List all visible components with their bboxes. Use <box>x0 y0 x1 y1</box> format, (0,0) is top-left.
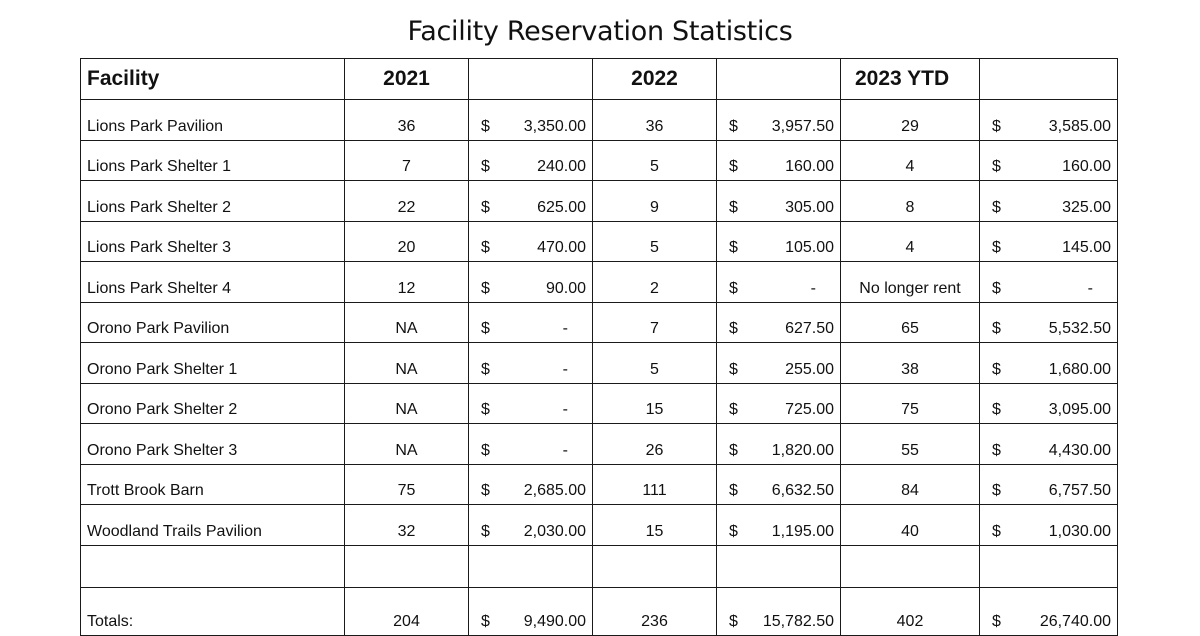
amount-cell <box>717 424 841 465</box>
dollar-sign: $ <box>481 279 490 297</box>
table-row <box>81 464 1118 505</box>
count-2021: 36 <box>345 100 469 141</box>
dollar-sign: $ <box>481 117 490 135</box>
blank-cell <box>469 545 593 587</box>
dollar-sign: $ <box>729 360 738 378</box>
count-2021: NA <box>345 302 469 343</box>
dollar-sign: $ <box>729 320 738 337</box>
table-row <box>81 424 1118 465</box>
blank-row <box>81 545 1118 587</box>
count-2023: 4 <box>841 140 980 181</box>
amount-cell <box>717 100 841 141</box>
count-2022: 36 <box>593 100 717 141</box>
facility-name: Lions Park Shelter 1 <box>81 140 345 181</box>
amount-value: 6,757.50 <box>1048 482 1111 499</box>
amount-cell <box>980 343 1118 384</box>
amount-value: - <box>562 360 568 378</box>
amount-cell <box>980 100 1118 141</box>
dollar-sign: $ <box>992 117 1001 135</box>
amount-value: 145.00 <box>1062 239 1111 256</box>
amount-cell <box>717 302 841 343</box>
table-row <box>81 505 1118 546</box>
blank-cell <box>345 545 469 587</box>
amount-value: - <box>562 320 568 337</box>
blank-cell <box>593 545 717 587</box>
amount-cell <box>980 464 1118 505</box>
dollar-sign: $ <box>992 482 1001 499</box>
reservation-table <box>80 58 1118 636</box>
amount-cell <box>717 343 841 384</box>
count-2023: 38 <box>841 343 980 384</box>
amount-value: 1,680.00 <box>1048 360 1111 378</box>
amount-value: 255.00 <box>785 360 834 378</box>
facility-name: Lions Park Shelter 3 <box>81 221 345 262</box>
amount-value: 1,195.00 <box>771 522 834 540</box>
amount-cell <box>980 262 1118 303</box>
amount-value: 3,585.00 <box>1048 117 1111 135</box>
amount-cell <box>717 140 841 181</box>
table-row <box>81 100 1118 141</box>
amount-cell <box>717 181 841 222</box>
dollar-sign: $ <box>992 522 1001 540</box>
count-2021: 32 <box>345 505 469 546</box>
dollar-sign: $ <box>992 158 1001 175</box>
table-row <box>81 302 1118 343</box>
table-row <box>81 262 1118 303</box>
table-row <box>81 343 1118 384</box>
amount-cell <box>469 100 593 141</box>
count-2023: 402 <box>841 587 980 635</box>
count-2022: 26 <box>593 424 717 465</box>
amount-cell <box>469 181 593 222</box>
blank-cell <box>980 545 1118 587</box>
amount-value: 5,532.50 <box>1048 320 1111 337</box>
table-row <box>81 221 1118 262</box>
dollar-sign: $ <box>992 279 1001 297</box>
amount-cell <box>469 383 593 424</box>
amount-cell <box>980 302 1118 343</box>
count-2023: 29 <box>841 100 980 141</box>
dollar-sign: $ <box>481 239 490 256</box>
dollar-sign: $ <box>481 482 490 499</box>
amount-value: 4,430.00 <box>1048 441 1111 459</box>
dollar-sign: $ <box>729 279 738 297</box>
dollar-sign: $ <box>729 158 738 175</box>
amount-cell <box>717 505 841 546</box>
amount-value: 3,350.00 <box>523 117 586 135</box>
amount-value: 160.00 <box>785 158 834 175</box>
amount-value: 627.50 <box>785 320 834 337</box>
count-2021: NA <box>345 343 469 384</box>
amount-cell <box>980 587 1118 635</box>
count-2023: No longer rent <box>841 262 980 303</box>
header-blank <box>717 59 841 100</box>
dollar-sign: $ <box>992 239 1001 256</box>
dollar-sign: $ <box>481 360 490 378</box>
count-2023: 4 <box>841 221 980 262</box>
facility-name: Orono Park Pavilion <box>81 302 345 343</box>
count-2023: 65 <box>841 302 980 343</box>
dollar-sign: $ <box>992 360 1001 378</box>
table-row <box>81 383 1118 424</box>
amount-value: 1,820.00 <box>771 441 834 459</box>
amount-cell <box>717 587 841 635</box>
dollar-sign: $ <box>481 612 490 630</box>
facility-name: Totals: <box>81 587 345 635</box>
amount-value: - <box>562 441 568 459</box>
count-2021: 20 <box>345 221 469 262</box>
amount-value: 26,740.00 <box>1039 612 1111 630</box>
facility-name: Lions Park Shelter 2 <box>81 181 345 222</box>
amount-cell <box>469 221 593 262</box>
table-row <box>81 140 1118 181</box>
amount-cell <box>980 505 1118 546</box>
amount-value: 2,030.00 <box>523 522 586 540</box>
count-2022: 236 <box>593 587 717 635</box>
facility-name: Orono Park Shelter 3 <box>81 424 345 465</box>
header-2023-ytd: 2023 YTD <box>841 59 980 100</box>
dollar-sign: $ <box>729 441 738 459</box>
dollar-sign: $ <box>729 401 738 418</box>
amount-value: - <box>1087 279 1093 297</box>
dollar-sign: $ <box>481 441 490 459</box>
facility-name: Woodland Trails Pavilion <box>81 505 345 546</box>
header-blank <box>469 59 593 100</box>
table-row <box>81 181 1118 222</box>
count-2022: 5 <box>593 343 717 384</box>
amount-value: 15,782.50 <box>762 612 834 630</box>
dollar-sign: $ <box>992 198 1001 216</box>
amount-cell <box>717 221 841 262</box>
dollar-sign: $ <box>729 522 738 540</box>
amount-value: 90.00 <box>545 279 586 297</box>
amount-value: 240.00 <box>537 158 586 175</box>
count-2023: 8 <box>841 181 980 222</box>
dollar-sign: $ <box>729 239 738 256</box>
amount-cell <box>980 383 1118 424</box>
dollar-sign: $ <box>992 612 1001 630</box>
amount-cell <box>980 424 1118 465</box>
amount-value: 9,490.00 <box>523 612 586 630</box>
dollar-sign: $ <box>481 198 490 216</box>
dollar-sign: $ <box>481 522 490 540</box>
amount-cell <box>717 383 841 424</box>
amount-cell <box>469 464 593 505</box>
count-2021: 22 <box>345 181 469 222</box>
amount-value: 305.00 <box>785 198 834 216</box>
header-2022: 2022 <box>593 59 717 100</box>
amount-value: 6,632.50 <box>771 482 834 499</box>
count-2022: 111 <box>593 464 717 505</box>
amount-value: 105.00 <box>785 239 834 256</box>
amount-value: 725.00 <box>785 401 834 418</box>
amount-value: 2,685.00 <box>523 482 586 499</box>
amount-value: 1,030.00 <box>1048 522 1111 540</box>
header-facility: Facility <box>81 59 345 100</box>
dollar-sign: $ <box>729 117 738 135</box>
amount-cell <box>469 505 593 546</box>
facility-name: Orono Park Shelter 1 <box>81 343 345 384</box>
header-2021: 2021 <box>345 59 469 100</box>
count-2021: NA <box>345 383 469 424</box>
dollar-sign: $ <box>992 401 1001 418</box>
facility-name: Trott Brook Barn <box>81 464 345 505</box>
dollar-sign: $ <box>729 612 738 630</box>
count-2021: NA <box>345 424 469 465</box>
count-2023: 84 <box>841 464 980 505</box>
amount-cell <box>717 464 841 505</box>
header-row <box>81 59 1118 100</box>
amount-value: 325.00 <box>1062 198 1111 216</box>
amount-value: 3,957.50 <box>771 117 834 135</box>
facility-name: Orono Park Shelter 2 <box>81 383 345 424</box>
amount-cell <box>469 424 593 465</box>
count-2021: 12 <box>345 262 469 303</box>
amount-cell <box>469 262 593 303</box>
facility-name: Lions Park Pavilion <box>81 100 345 141</box>
facility-name: Lions Park Shelter 4 <box>81 262 345 303</box>
amount-cell <box>469 302 593 343</box>
amount-cell <box>980 221 1118 262</box>
dollar-sign: $ <box>992 441 1001 459</box>
count-2021: 75 <box>345 464 469 505</box>
amount-cell <box>717 262 841 303</box>
header-blank <box>980 59 1118 100</box>
count-2021: 7 <box>345 140 469 181</box>
count-2022: 15 <box>593 505 717 546</box>
dollar-sign: $ <box>481 320 490 337</box>
count-2022: 2 <box>593 262 717 303</box>
document-title: Facility Reservation Statistics <box>407 16 793 47</box>
count-2022: 5 <box>593 140 717 181</box>
amount-value: 625.00 <box>537 198 586 216</box>
dollar-sign: $ <box>481 158 490 175</box>
dollar-sign: $ <box>481 401 490 418</box>
amount-value: - <box>810 279 816 297</box>
amount-value: 160.00 <box>1062 158 1111 175</box>
amount-cell <box>980 181 1118 222</box>
amount-cell <box>469 343 593 384</box>
count-2023: 55 <box>841 424 980 465</box>
amount-cell <box>469 587 593 635</box>
totals-row <box>81 587 1118 635</box>
count-2022: 15 <box>593 383 717 424</box>
amount-cell <box>980 140 1118 181</box>
count-2021: 204 <box>345 587 469 635</box>
dollar-sign: $ <box>729 482 738 499</box>
amount-cell <box>469 140 593 181</box>
blank-cell <box>841 545 980 587</box>
blank-cell <box>717 545 841 587</box>
amount-value: - <box>562 401 568 418</box>
count-2023: 75 <box>841 383 980 424</box>
count-2022: 5 <box>593 221 717 262</box>
count-2022: 7 <box>593 302 717 343</box>
dollar-sign: $ <box>729 198 738 216</box>
amount-value: 470.00 <box>537 239 586 256</box>
count-2023: 40 <box>841 505 980 546</box>
dollar-sign: $ <box>992 320 1001 337</box>
blank-cell <box>81 545 345 587</box>
amount-value: 3,095.00 <box>1048 401 1111 418</box>
count-2022: 9 <box>593 181 717 222</box>
